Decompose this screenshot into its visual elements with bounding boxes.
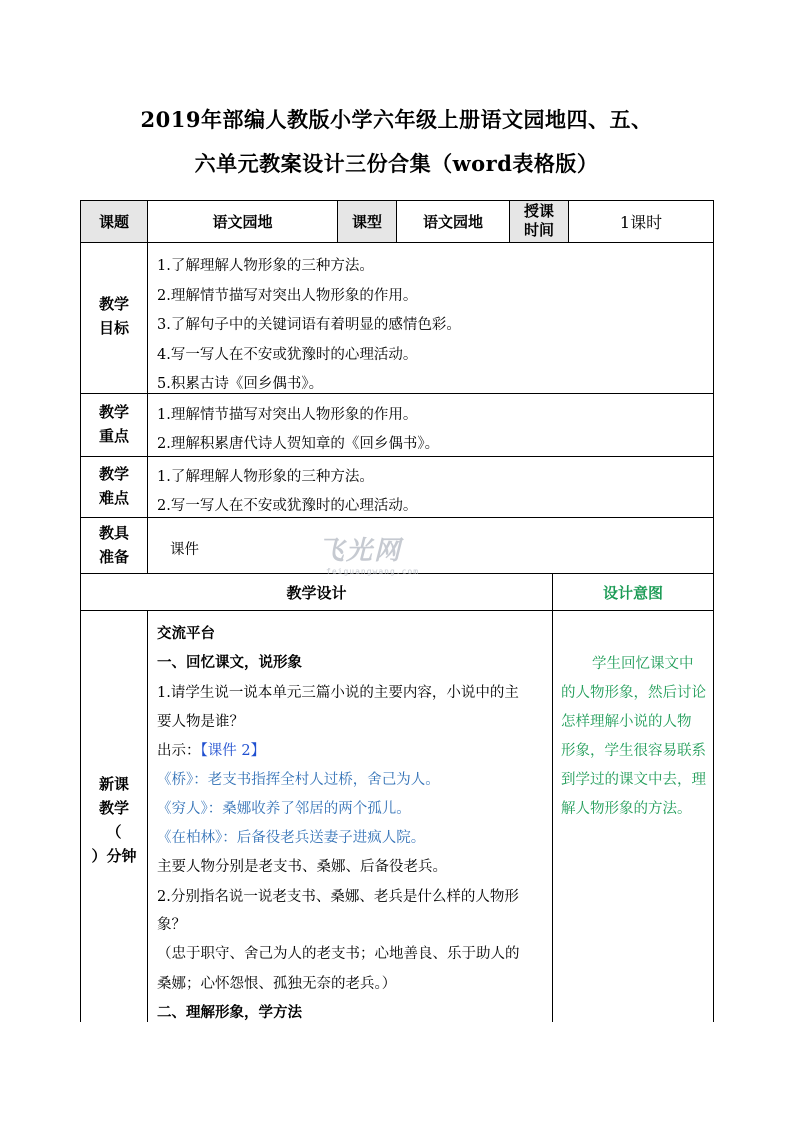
watermark-logo-text: 飞光网 (318, 536, 403, 566)
new-lesson-label-line-4: ）分钟 (91, 847, 137, 865)
new-lesson-label-line-2: 教学 (98, 799, 129, 817)
table-border (80, 456, 714, 457)
type-label: 课型 (351, 213, 382, 231)
goals-label (81, 292, 147, 340)
key-points-label-line-2: 重点 (98, 427, 129, 445)
intent-line: 学生回忆课文中 (592, 656, 694, 672)
topic-value: 语文园地 (212, 213, 273, 231)
intent-line: 解人物形象的方法。 (561, 801, 692, 817)
key-point-item: 1.理解情节描写对突出人物形象的作用。 (157, 407, 418, 423)
difficulty-item: 1.了解理解人物形象的三种方法。 (157, 469, 374, 485)
watermark-logo (318, 530, 419, 576)
time-value: 1课时 (619, 213, 663, 232)
show-courseware-line (157, 739, 265, 760)
time-label-line-2: 时间 (523, 221, 554, 239)
new-lesson-label (81, 772, 147, 868)
difficulty-item: 2.写一写人在不安或犹豫时的心理活动。 (157, 498, 418, 514)
goal-item: 2.理解情节描写对突出人物形象的作用。 (157, 288, 418, 304)
table-border (80, 517, 714, 518)
answer-line-2: 桑娜；心怀怨恨、孤独无奈的老兵。） (157, 976, 397, 992)
tools-label-line-1: 教具 (98, 524, 129, 542)
time-label (510, 202, 568, 242)
table-border (147, 200, 148, 573)
story-summary: 《桥》：老支书指挥全村人过桥，舍己为人。 (157, 772, 440, 788)
show-prefix: 出示： (157, 743, 201, 759)
courseware-reference: 【课件 2】 (200, 743, 266, 759)
difficulties-label (81, 462, 147, 510)
document-title-line-1: 2019年部编人教版小学六年级上册语文园地四、五、 (140, 107, 653, 132)
question-2-line-2: 象？ (157, 917, 186, 933)
time-label-line-1: 授课 (523, 202, 554, 220)
table-border (713, 200, 714, 1022)
goal-item: 3.了解句子中的关键词语有着明显的感情色彩。 (157, 317, 461, 333)
table-border (147, 610, 148, 1022)
watermark-url: feiguangwang.com (326, 567, 420, 576)
intent-line: 的人物形象，然后讨论 (561, 685, 706, 701)
section-2-heading: 二、理解形象，学方法 (157, 1004, 302, 1021)
new-lesson-label-line-3: （ (106, 823, 122, 841)
document-title-line-2: 六单元教案设计三份合集（word表格版） (194, 151, 599, 176)
answer-line-1: （忠于职守、舍己为人的老支书；心地善良、乐于助人的 (157, 946, 520, 962)
goals-label-line-1: 教学 (98, 295, 129, 313)
key-points-label-line-1: 教学 (98, 403, 129, 421)
story-summary: 《在柏林》：后备役老兵送妻子进疯人院。 (157, 830, 426, 846)
table-border (80, 393, 714, 394)
tools-label-line-2: 准备 (98, 548, 129, 566)
goal-item: 1.了解理解人物形象的三种方法。 (157, 258, 374, 274)
type-value: 语文园地 (422, 213, 483, 231)
difficulties-label-line-2: 难点 (98, 489, 129, 507)
question-1-line-2: 要人物是谁？ (157, 714, 244, 730)
key-points-label (81, 400, 147, 448)
goal-item: 4.写一写人在不安或犹豫时的心理活动。 (157, 347, 418, 363)
topic-label: 课题 (98, 213, 129, 231)
intent-line: 怎样理解小说的人物 (561, 714, 692, 730)
intent-line: 到学过的课文中去，理 (561, 772, 706, 788)
main-characters: 主要人物分别是老支书、桑娜、后备役老兵。 (157, 859, 447, 875)
question-1-line-1: 1.请学生说一说本单元三篇小说的主要内容，小说中的主 (157, 685, 519, 701)
design-header-right: 设计意图 (602, 583, 663, 602)
key-point-item: 2.理解积累唐代诗人贺知章的《回乡偶书》。 (157, 436, 440, 452)
goal-item: 5.积累古诗《回乡偶书》。 (157, 376, 324, 392)
question-2-line-1: 2.分别指名说一说老支书、桑娜、老兵是什么样的人物形 (157, 889, 519, 905)
tools-value: 课件 (170, 542, 199, 558)
intent-line: 形象，学生很容易联系 (561, 743, 706, 759)
table-border (80, 242, 714, 243)
goals-label-line-2: 目标 (98, 319, 129, 337)
table-border (552, 573, 553, 1022)
new-lesson-label-line-1: 新课 (98, 775, 129, 793)
table-border (80, 610, 714, 611)
tools-label (81, 521, 147, 569)
platform-heading: 交流平台 (157, 625, 215, 642)
section-1-heading: 一、回忆课文，说形象 (157, 654, 302, 671)
design-header-left: 教学设计 (286, 583, 347, 602)
difficulties-label-line-1: 教学 (98, 465, 129, 483)
story-summary: 《穷人》：桑娜收养了邻居的两个孤儿。 (157, 801, 411, 817)
